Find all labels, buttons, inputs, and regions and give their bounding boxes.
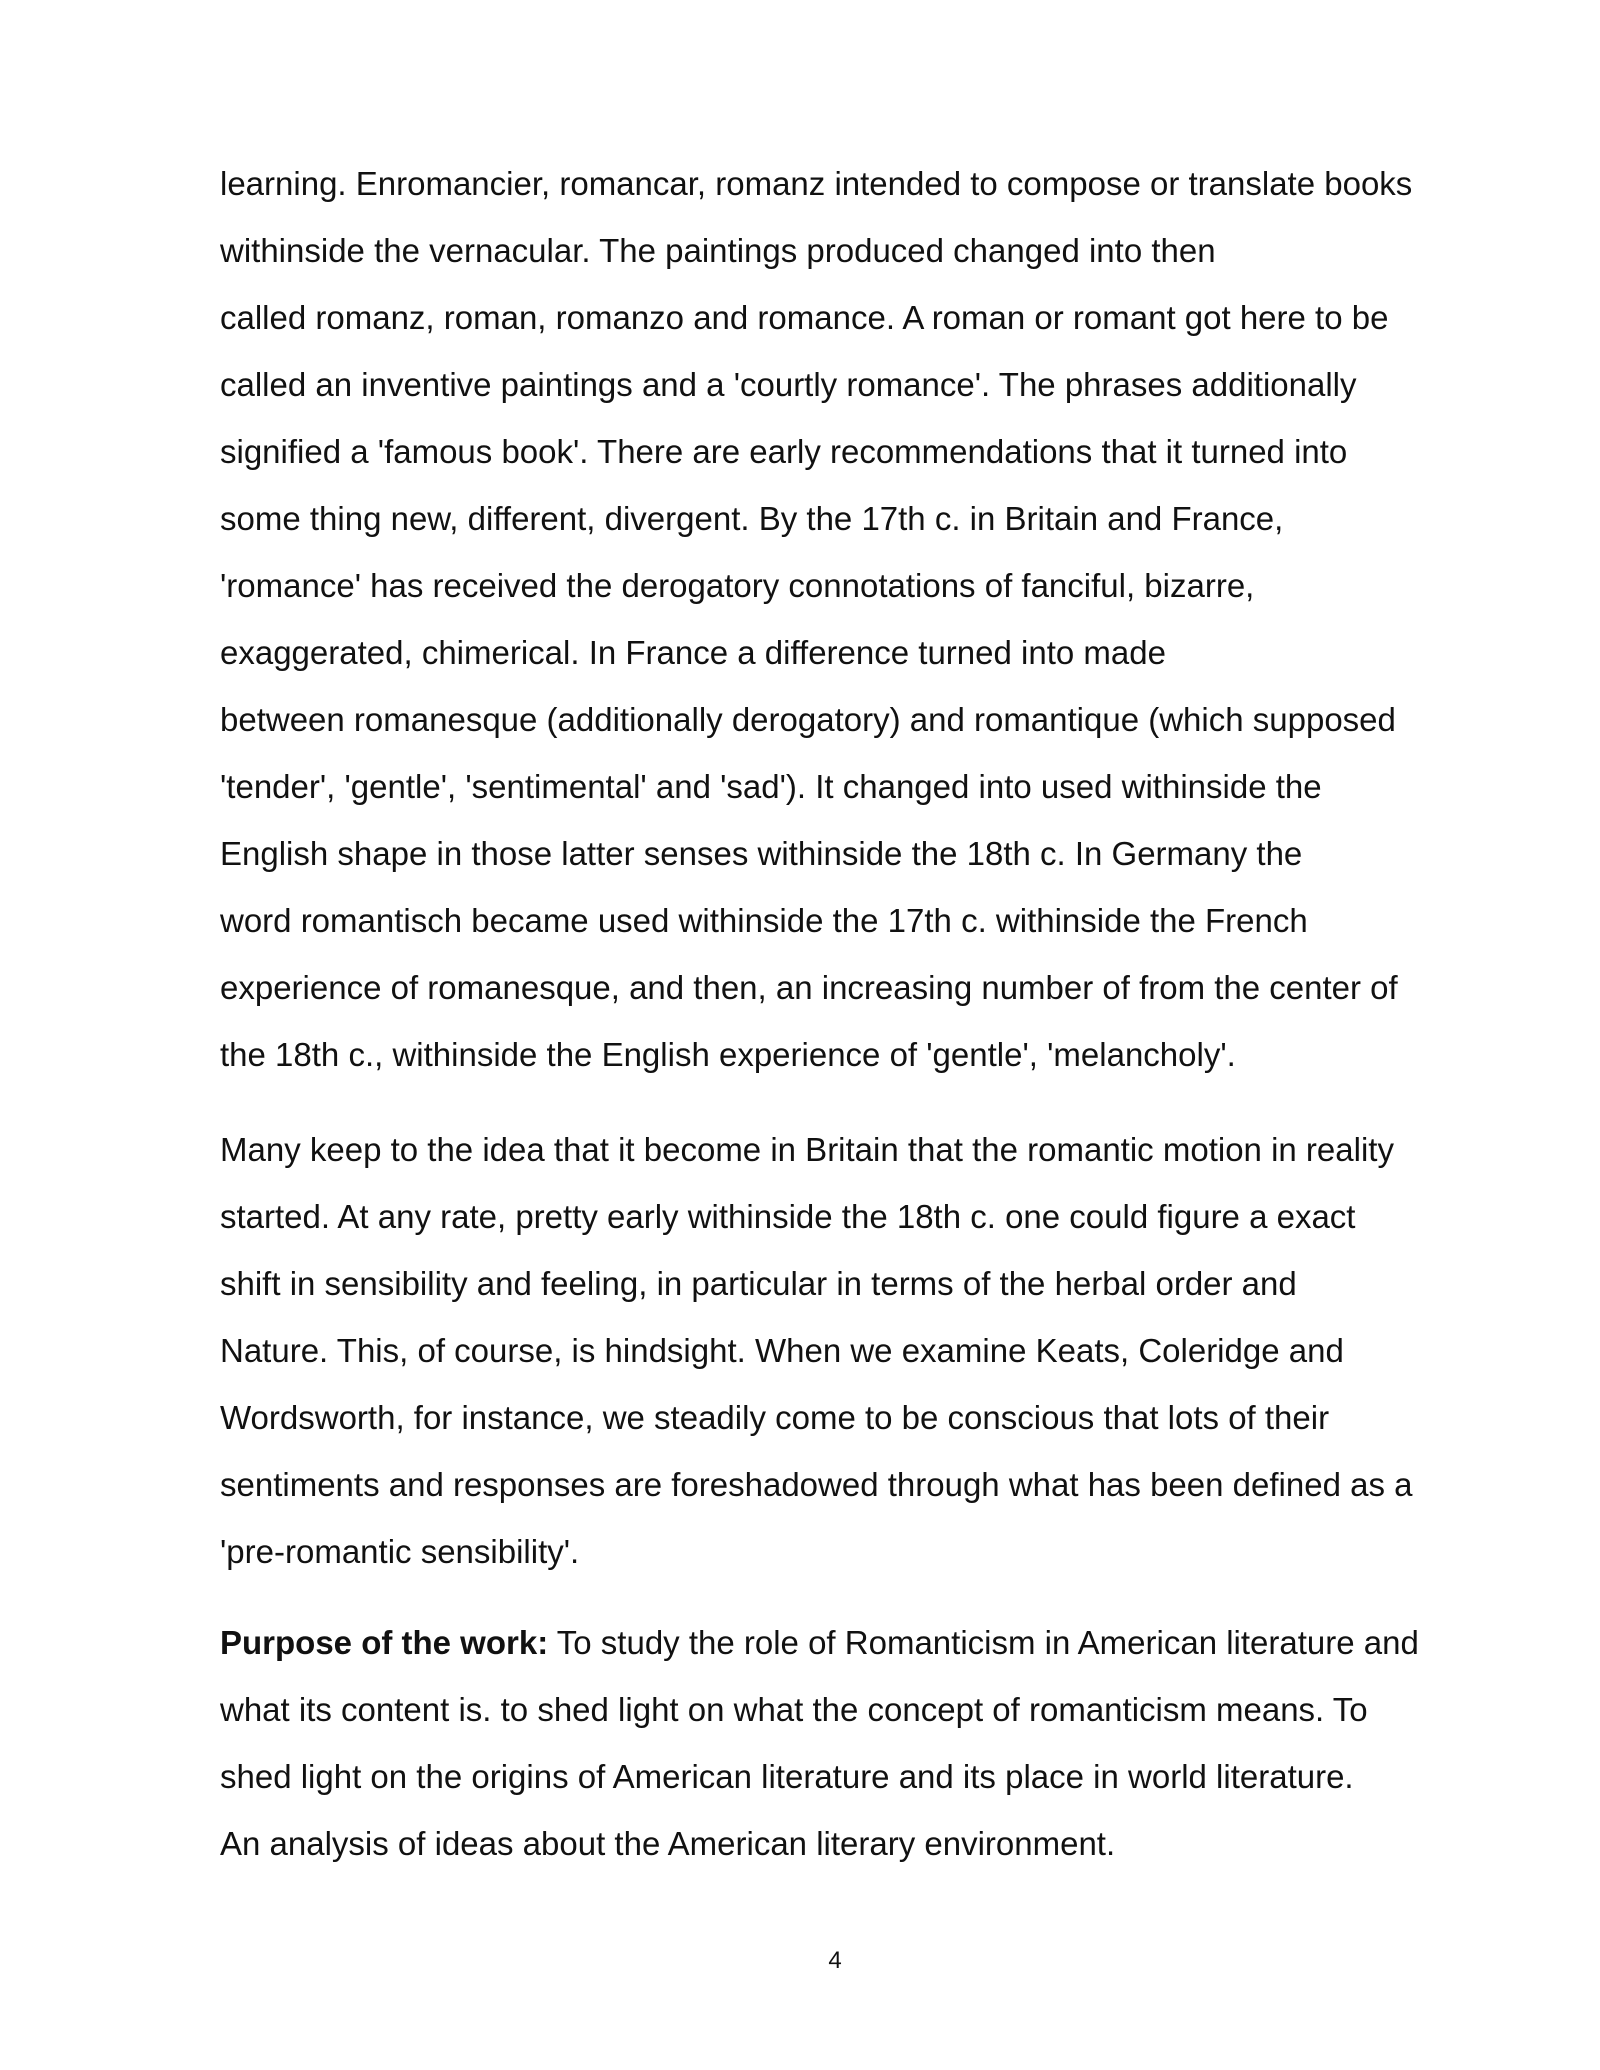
paragraph-romantic-movement-britain [220, 1116, 1465, 1585]
text-line: Many keep to the idea that it become in Britain that the romantic motion in reality [220, 1131, 1394, 1168]
text-line: the 18th c., withinside the English experience of 'gentle', 'melancholy'. [220, 1036, 1236, 1073]
text-line: called an inventive paintings and a 'courtly romance'. The phrases additionally [220, 366, 1357, 403]
text-line: exaggerated, chimerical. In France a difference turned into made [220, 634, 1166, 671]
text-line: what its content is. to shed light on what the concept of romanticism means. To [220, 1691, 1368, 1728]
text-line: Nature. This, of course, is hindsight. When we examine Keats, Coleridge and [220, 1332, 1344, 1369]
paragraph-purpose-of-work [220, 1609, 1465, 1877]
text-line: between romanesque (additionally derogatory) and romantique (which supposed [220, 701, 1396, 738]
text-line: An analysis of ideas about the American literary environment. [220, 1825, 1116, 1862]
text-line: withinside the vernacular. The paintings produced changed into then [220, 232, 1216, 269]
purpose-text: To study the role of Romanticism in American literature and [548, 1624, 1419, 1661]
purpose-label: Purpose of the work: [220, 1624, 549, 1661]
text-line: shed light on the origins of American literature and its place in world literature. [220, 1758, 1354, 1795]
text-line: sentiments and responses are foreshadowed through what has been defined as a [220, 1466, 1413, 1503]
text-line: shift in sensibility and feeling, in particular in terms of the herbal order and [220, 1265, 1297, 1302]
text-line: experience of romanesque, and then, an increasing number of from the center of [220, 969, 1398, 1006]
text-line: 'romance' has received the derogatory connotations of fanciful, bizarre, [220, 567, 1255, 604]
paragraph-romance-etymology [220, 150, 1465, 1088]
text-line: called romanz, roman, romanzo and romance. A roman or romant got here to be [220, 299, 1389, 336]
text-line: 'pre-romantic sensibility'. [220, 1533, 580, 1570]
text-line: signified a 'famous book'. There are early recommendations that it turned into [220, 433, 1348, 470]
text-line: learning. Enromancier, romancar, romanz intended to compose or translate books [220, 165, 1413, 202]
page-number: 4 [828, 1947, 842, 1974]
text-line: some thing new, different, divergent. By the 17th c. in Britain and France, [220, 500, 1284, 537]
text-line: Wordsworth, for instance, we steadily come to be conscious that lots of their [220, 1399, 1330, 1436]
text-line: English shape in those latter senses withinside the 18th c. In Germany the [220, 835, 1303, 872]
text-line [220, 1609, 1465, 1676]
text-line: started. At any rate, pretty early withinside the 18th c. one could figure a exact [220, 1198, 1356, 1235]
text-line: 'tender', 'gentle', 'sentimental' and 'sad'). It changed into used withinside the [220, 768, 1322, 805]
text-line: word romantisch became used withinside the 17th c. withinside the French [220, 902, 1308, 939]
